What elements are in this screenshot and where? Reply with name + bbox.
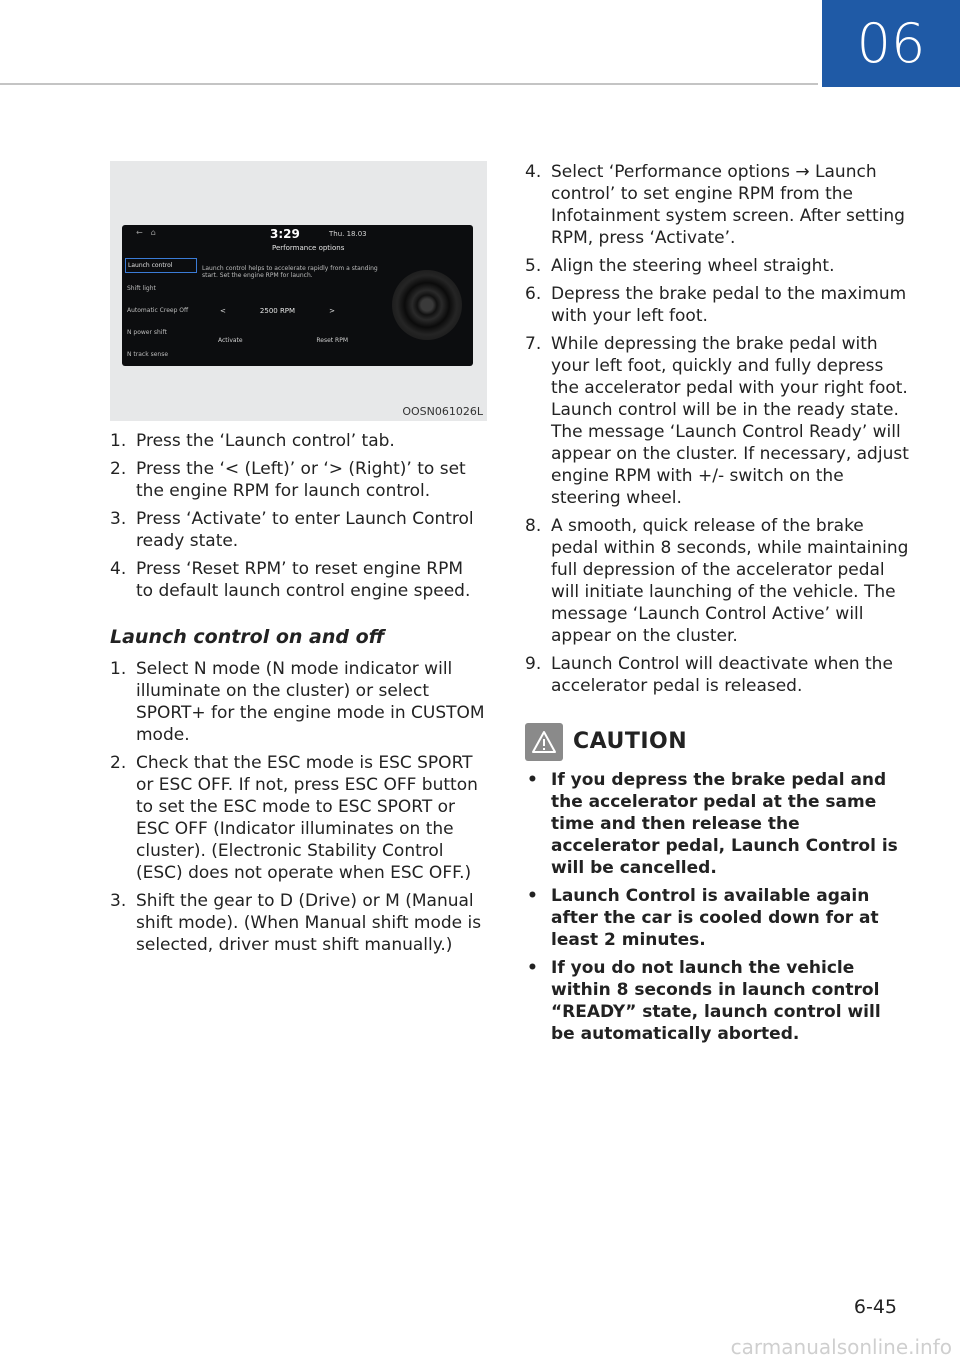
activate-button[interactable]: Activate (218, 337, 243, 344)
screen-menu (125, 258, 197, 366)
page-number: 6-45 (853, 1296, 897, 1318)
list-item: 8. A smooth, quick release of the brake pedal within 8 seconds, while maintaining full depression of the accelerator pedal will initiate launching of the vehicle. The message ‘Launch Control Active’ will appear on the cluster. (525, 516, 909, 646)
menu-item-shift-light[interactable]: Shift light (127, 285, 156, 292)
list-item: 2. Check that the ESC mode is ESC SPORT or ESC OFF. If not, press ESC OFF button to set the ESC mode to ESC SPORT or ESC OFF (Indicator illuminates on the cluster). (Electronic Stability Control (ESC) does not operate when ESC OFF.) (110, 753, 478, 883)
header-rule (0, 83, 818, 85)
list-item: 6. Depress the brake pedal to the maximum with your left foot. (525, 284, 907, 326)
list-item: 7. While depressing the brake pedal with your left foot, quickly and fully depress the accelerator pedal with your right foot. Launch control will be in the ready state. The message ‘Launch Control Ready’ will appear on the cluster. If necessary, adjust engine RPM with +/- switch on the steering wheel. (525, 334, 909, 508)
list-item: 1. Press the ‘Launch control’ tab. (110, 431, 395, 451)
launch-procedure-steps (525, 161, 910, 697)
rpm-selector (220, 307, 335, 315)
rpm-left-button[interactable]: < (220, 307, 226, 315)
screen-date: Thu. 18.03 (329, 230, 367, 238)
list-item: • If you depress the brake pedal and the accelerator pedal at the same time and then release the accelerator pedal, Launch Control is will be cancelled. (527, 770, 898, 878)
screen-nav-icons: ←⌂ (136, 228, 164, 237)
menu-item-n-track-sense[interactable]: N track sense (127, 351, 169, 358)
menu-item-n-power-shift[interactable]: N power shift (127, 329, 167, 336)
rpm-value: 2500 RPM (259, 307, 296, 315)
launch-on-off-steps (110, 658, 485, 956)
list-item: • If you do not launch the vehicle within 8 seconds in launch control “READY” state, launch control will be automatically aborted. (527, 958, 881, 1044)
list-item: 9. Launch Control will deactivate when the accelerator pedal is released. (525, 654, 893, 696)
list-item: • Launch Control is available again after the car is cooled down for at least 2 minutes. (527, 886, 879, 950)
list-item: 3. Press ‘Activate’ to enter Launch Control ready state. (110, 509, 474, 551)
chapter-tab: 06 (822, 0, 960, 87)
screen-description: Launch control helps to accelerate rapidly from a standing start. Set the engine RPM for launch. (202, 265, 378, 279)
screen-time: 3:29 (270, 227, 300, 241)
warning-triangle-icon (525, 723, 563, 761)
screen-title: Performance options (272, 244, 345, 252)
list-item: 3. Shift the gear to D (Drive) or M (Manual shift mode). (When Manual shift mode is selected, driver must shift manually.) (110, 891, 482, 955)
rpm-right-button[interactable]: > (329, 307, 335, 315)
caution-title: CAUTION (573, 729, 688, 754)
list-item: 4. Press ‘Reset RPM’ to reset engine RPM to default launch control engine speed. (110, 559, 471, 601)
figure-caption: OOSN061026L (402, 405, 483, 418)
menu-item-automatic-creep-off[interactable]: Automatic Creep Off (127, 307, 189, 314)
screen-actions (218, 337, 348, 344)
list-item: 5. Align the steering wheel straight. (525, 256, 835, 276)
watermark: carmanualsonline.info (730, 1335, 952, 1359)
caution-header (525, 723, 910, 761)
reset-rpm-button[interactable]: Reset RPM (316, 337, 348, 344)
infotainment-screen (122, 225, 473, 366)
infotainment-figure (110, 161, 487, 421)
speaker-dial-graphic (392, 270, 462, 340)
list-item: 1. Select N mode (N mode indicator will illuminate on the cluster) or select SPORT+ for the engine mode in CUSTOM mode. (110, 659, 485, 745)
list-item: 2. Press the ‘< (Left)’ or ‘> (Right)’ to set the engine RPM for launch control. (110, 459, 466, 501)
caution-bullets (525, 769, 910, 1045)
right-column (525, 161, 910, 1051)
left-column (110, 430, 485, 962)
launch-setup-steps (110, 430, 485, 602)
list-item: 4. Select ‘Performance options → Launch control’ to set engine RPM from the Infotainment system screen. After setting RPM, press ‘Activate’. (525, 162, 905, 248)
menu-item-launch-control[interactable]: Launch control (125, 258, 197, 273)
section-heading: Launch control on and off (110, 626, 385, 648)
